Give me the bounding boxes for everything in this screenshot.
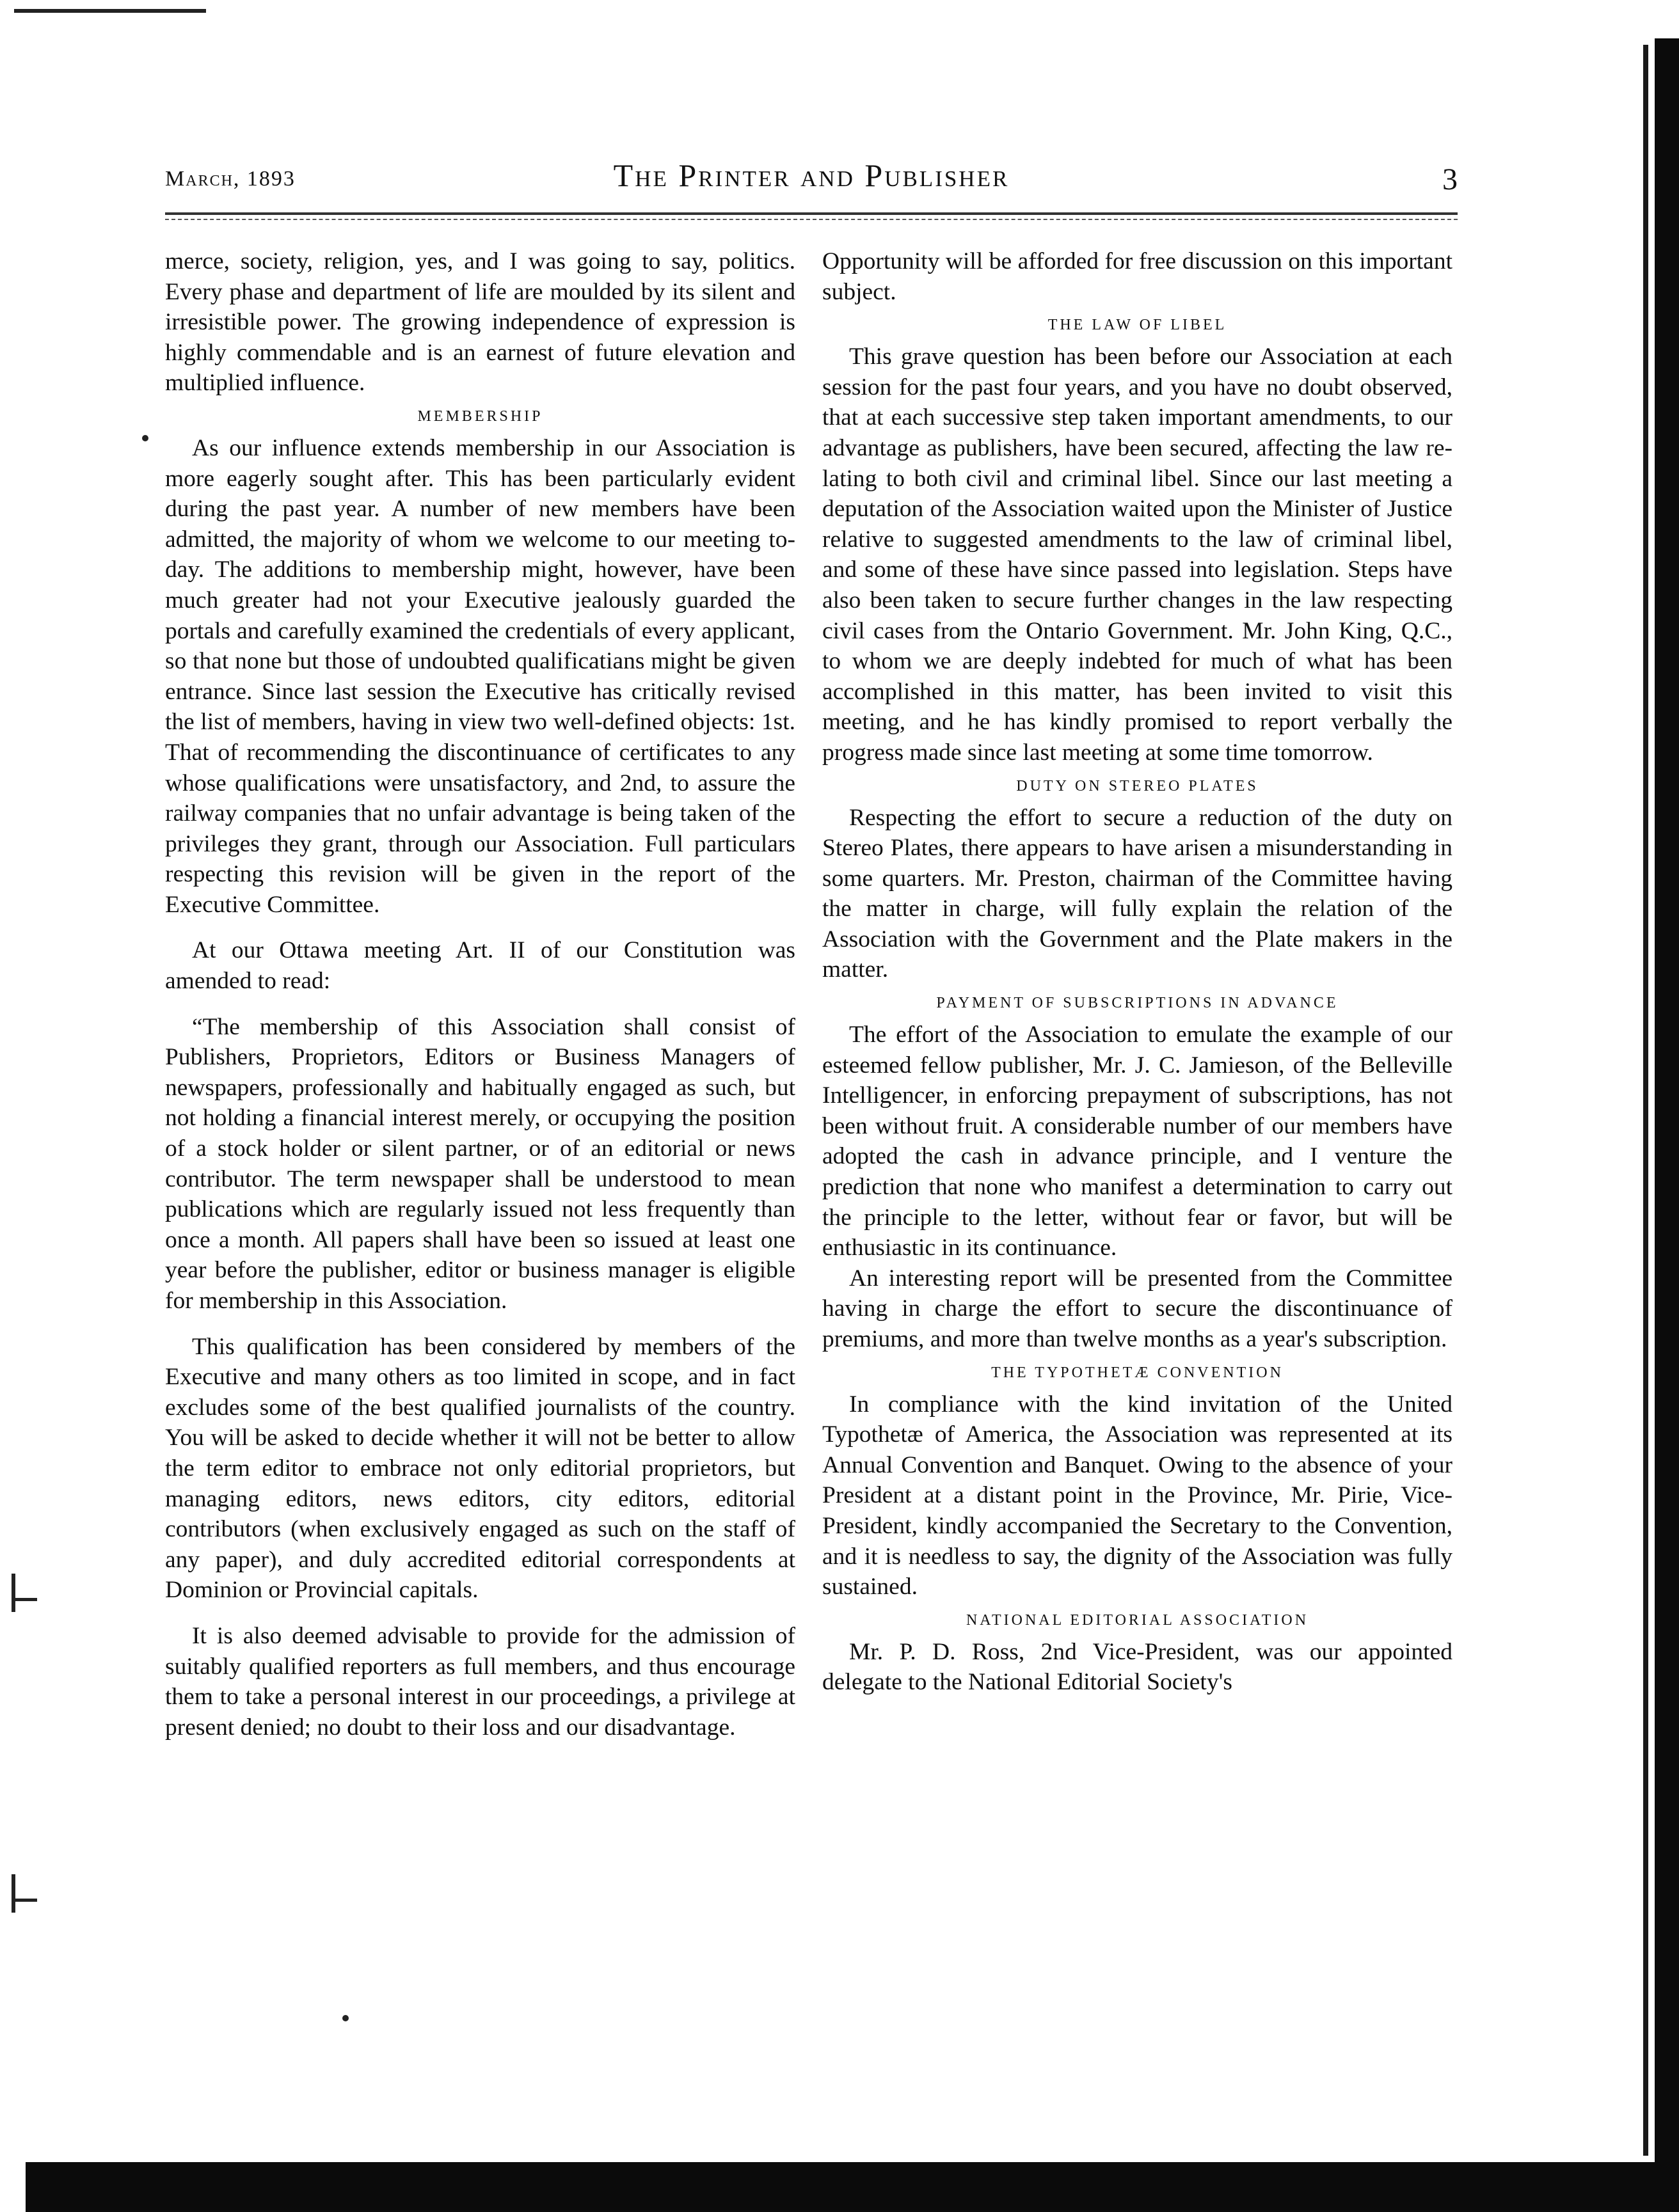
publication-title: The Printer and Publisher: [613, 157, 1010, 193]
margin-dot: [342, 2015, 349, 2021]
scan-edge-line: [1643, 45, 1648, 2156]
header-rule: [165, 212, 1458, 215]
scan-bottom-bar: [26, 2162, 1679, 2212]
paragraph: Respecting the effort to secure a reduction of the duty on Stereo Plates, there appears to have arisen a misunderstanding in some quarters. Mr. Preston, chairman of the Committee having the matter in charge, will fully explain the relation of the Association with the Government and the Plate makers in the matter.: [822, 804, 1452, 983]
page-number: 3: [1442, 162, 1458, 196]
paragraph: This qualification has been considered by members of the Executive and many others as too limited in scope, and in fact excludes some of the best qualified journalists of the country. You will be asked to decide whether it will not be better to allow the term editor to embrace not only editorial proprietors, but managing editors, news editors, city editors, editorial contributors (when exclusively engaged as such on the staff of any paper), and duly accredited editorial correspondents at Dominion or Provincial capitals.: [165, 1333, 795, 1604]
paragraph: The effort of the Association to emulate the example of our esteemed fellow publisher, Mr. J. C. Jamieson, of the Belleville Intelligencer, in enforcing prepayment of subscriptions, has not been without fruit. A considerable number of our members have adopted the cash in advance principle, and I venture the prediction that none who manifest a determination to carry out the principle to the letter, without fear or favor, but will be enthusiastic in its continuance.: [822, 1022, 1452, 1261]
right-column: [822, 246, 1452, 1698]
paragraph: In compliance with the kind invitation of the United Typothetæ of America, the Association was represented at its Annual Convention and Banquet. Owing to the absence of your President at a distant point in the Province, Mr. Pirie, Vice-President, kindly accompanied the Secretary to the Convention, and it is needless to say, the dignity of the Association was fully sustained.: [822, 1391, 1452, 1600]
paragraph: merce, society, religion, yes, and I was going to say, politics. Every phase and department of life are moulded by its silent and irresistible power. The growing independence of expression is highly commendable and is an earnest of future elevation and multiplied influence.: [165, 248, 795, 397]
paragraph: This grave question has been before our Association at each session for the past four years, and you have no doubt observed, that at each successive step taken important amendments, to our advantage as publishers, have been secured, affecting the law relating to both civil and criminal libel. Since our last meeting a deputation of the Association waited upon the Minister of Justice relative to suggested amendments to the law of criminal libel, and some of these have since passed into legislation. Steps have also been taken to secure further changes in the law respecting civil cases from the Ontario Government. Mr. John King, Q.C., to whom we are deeply indebted for much of what has been accomplished in this matter, has been invited to visit this meeting, and he has kindly promised to report verbally the progress made since last meeting at some time tomorrow.: [822, 344, 1452, 766]
running-header: [165, 157, 1458, 208]
paragraph: It is also deemed advisable to provide for the admission of suitably qualified reporters as full members, and thus encourage them to take a personal interest in our proceedings, a privilege at present denied; no doubt to their loss and our disadvantage.: [165, 1622, 795, 1741]
section-heading-national-editorial: NATIONAL EDITORIAL ASSOCIATION: [966, 1611, 1309, 1629]
margin-mark: [12, 1899, 37, 1902]
paragraph: Opportunity will be afforded for free discussion on this important subject.: [822, 248, 1452, 305]
section-heading-membership: MEMBERSHIP: [417, 407, 543, 425]
margin-mark: [12, 1574, 15, 1612]
section-heading-libel: THE LAW OF LIBEL: [1047, 317, 1227, 334]
header-rule-dashed: [165, 219, 1458, 220]
section-heading-subscriptions: PAYMENT OF SUBSCRIPTIONS IN ADVANCE: [936, 995, 1339, 1012]
margin-dot: [142, 435, 148, 441]
paragraph: Mr. P. D. Ross, 2nd Vice-President, was our appointed delegate to the National Editorial Society's: [822, 1638, 1452, 1696]
paragraph: At our Ottawa meeting Art. II of our Constitution was amended to read:: [165, 937, 795, 995]
scan-edge-bar: [1655, 38, 1679, 2181]
paragraph: An interesting report will be presented from the Committee having in charge the effort to secure the discontinuance of premiums, and more than twelve months as a year's subscription.: [822, 1265, 1452, 1352]
section-heading-stereo-plates: DUTY ON STEREO PLATES: [1016, 777, 1259, 794]
left-column: [165, 246, 795, 1742]
section-heading-typothetae: THE TYPOTHETÆ CONVENTION: [991, 1364, 1284, 1381]
margin-mark: [12, 1598, 37, 1601]
issue-date: March, 1893: [165, 167, 296, 191]
margin-mark: [12, 1874, 15, 1913]
quoted-paragraph: “The membership of this Association shall consist of Publishers, Proprietors, Editors or Business Managers of newspapers, professionally and habitually engaged as such, but not holding a financial interest merely, or occupying the position of a stock holder or silent partner, or of an editorial or news contributor. The term newspaper shall be understood to mean publications which are regularly issued not less frequently than once a month. All papers shall have been so issued at least one year before the publisher, editor or business manager is eligible for membership in this Association.: [165, 1013, 795, 1314]
page-top-rule: [14, 9, 206, 13]
paragraph: As our influence extends membership in our Association is more eagerly sought after. This has been particularly evident during the past year. A number of new members have been admitted, the majority of whom we welcome to our meeting to-day. The additions to membership might, however, have been much greater had not your Executive jealously guarded the portals and carefully examined the credentials of every applicant, so that none but those of undoubted qualificatians might be given entrance. Since last session the Executive has critically revised the list of members, having in view two well-defined objects: 1st. That of recommending the discontinuance of certificates to any whose qualifications were unsatisfactory, and 2nd, to assure the railway companies that no unfair advantage is being taken of the privileges they grant, through our Association. Full particulars respecting this revision will be given in the report of the Executive Committee.: [165, 434, 795, 918]
